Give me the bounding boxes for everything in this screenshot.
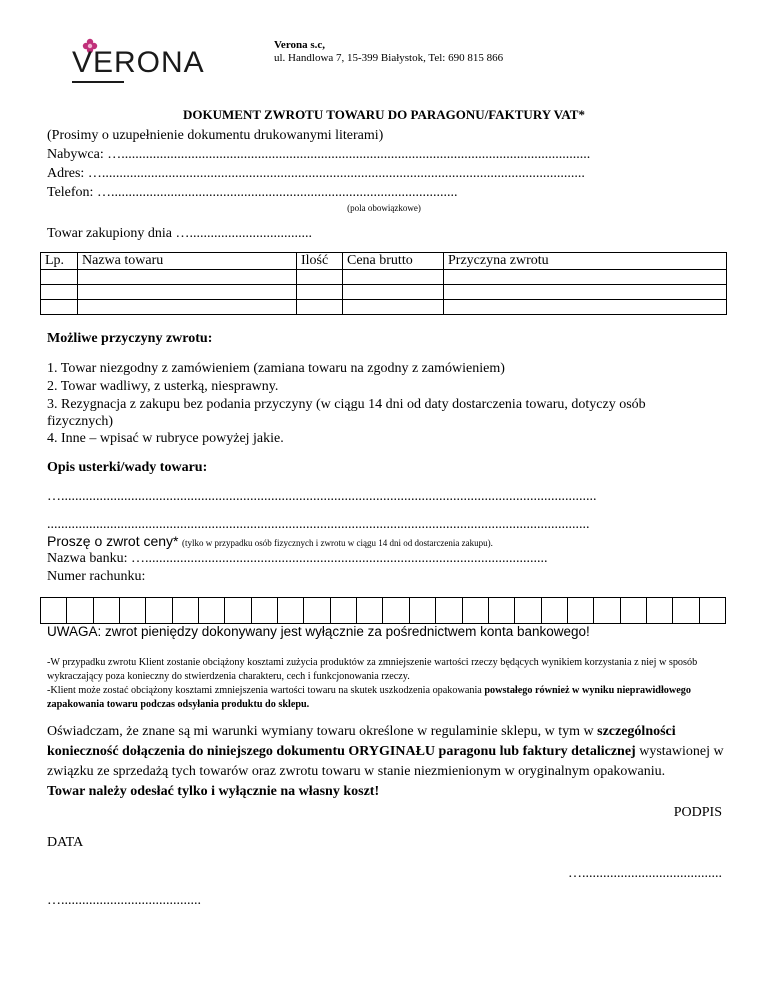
table-row[interactable] [41,270,727,285]
reason-3-cont: fizycznych) [47,414,114,429]
table-header-row [41,253,727,270]
form-intro: (Prosimy o uzupełnienie dokumentu drukowanymi literami) [47,128,384,143]
company-info [274,39,503,65]
items-table [40,252,727,315]
purchase-date-field[interactable]: Towar zakupiony dnia …................................... [47,226,312,241]
header-name: Nazwa towaru [78,253,297,270]
logo-underline [72,81,124,83]
required-note: (pola obowiązkowe) [347,203,421,213]
defect-heading: Opis usterki/wady towaru: [47,460,208,475]
declaration-part-4: Towar należy odesłać tylko i wyłącznie na własny koszt! [47,784,380,799]
signature-label: PODPIS [673,805,722,820]
account-number-label: Numer rachunku: [47,569,146,584]
note-2-bold: powstałego również w wyniku nieprawidłowego zapakowania towaru podczas odsyłania produktu do sklepu. [47,685,691,710]
reason-4: 4. Inne – wpisać w rubryce powyżej jakie. [47,431,284,446]
note-2 [47,684,727,712]
header-lp: Lp. [41,253,78,270]
account-number-boxes[interactable] [40,597,726,624]
declaration-part-1: Oświadczam, że znane są mi warunki wymiany towaru określone w regulaminie sklepu, w tym w [47,724,598,739]
date-label: DATA [47,835,84,850]
declaration-part-3: wystawionej w związku ze sprzedażą tych towarów oraz zwrotu towaru w stanie niezmienionym w oryginalnym opakowaniu. [47,744,724,779]
table-row[interactable] [41,285,727,300]
buyer-field[interactable]: Nabywca: …...................................................................................................................................... [47,147,591,162]
bank-name-field[interactable]: Nazwa banku: …................................................................................................................... [47,551,548,566]
header-price: Cena brutto [343,253,444,270]
declaration-part-2: szczególności konieczność dołączenia do niniejszego dokumentu ORYGINAŁU paragonu lub faktury detalicznej [47,724,676,759]
refund-request-note: (tylko w przypadku osób fizycznych i zwrotu w ciągu 14 dni od dostarczenia zakupu). [182,538,493,548]
table-row[interactable] [41,300,727,315]
declaration [47,722,727,802]
note-2-text: -Klient może zostać obciążony kosztami zmniejszenia wartości towaru na skutek uszkodzenia opakowania [47,685,485,696]
signature-line[interactable]: …........................................ [568,866,722,881]
reason-2: 2. Towar wadliwy, z usterką, niesprawny. [47,379,279,394]
warning-text: UWAGA: zwrot pieniędzy dokonywany jest wyłącznie za pośrednictwem konta bankowego! [47,624,590,639]
reasons-heading: Możliwe przyczyny zwrotu: [47,331,213,346]
reason-3: 3. Rezygnacja z zakupu bez podania przyczyny (w ciągu 14 dni od daty dostarczenia towaru, dotyczy osób [47,397,646,412]
header-qty: Ilość [297,253,343,270]
reason-1: 1. Towar niezgodny z zamówieniem (zamiana towaru na zgodny z zamówieniem) [47,361,505,376]
date-line[interactable]: …........................................ [47,893,201,908]
refund-request [47,533,493,551]
company-address: ul. Handlowa 7, 15-399 Białystok, Tel: 690 815 866 [274,52,504,64]
phone-field[interactable]: Telefon: …................................................................................................... [47,185,458,200]
logo [62,38,212,90]
note-1: -W przypadku zwrotu Klient zostanie obciążony kosztami zużycia produktów za zmniejszenie wartości rzeczy będących wynikiem korzystania z niej w sposób wykraczający poza konieczny do stwierdzenia charakteru, cech i funkcjonowania rzeczy. [47,657,698,682]
refund-request-text: Proszę o zwrot ceny* [47,533,179,549]
address-field[interactable]: Adres: ….......................................................................................................................................... [47,166,585,181]
defect-line-1[interactable]: …......................................................................................................................................................... [47,489,597,504]
document-title: DOKUMENT ZWROTU TOWARU DO PARAGONU/FAKTURY VAT* [183,107,585,122]
company-name: Verona s.c, [274,39,326,51]
header-reason: Przyczyna zwrotu [444,253,727,270]
defect-line-2[interactable]: ........................................................................................................................................................... [47,517,590,532]
logo-text: VERONA [72,46,205,79]
